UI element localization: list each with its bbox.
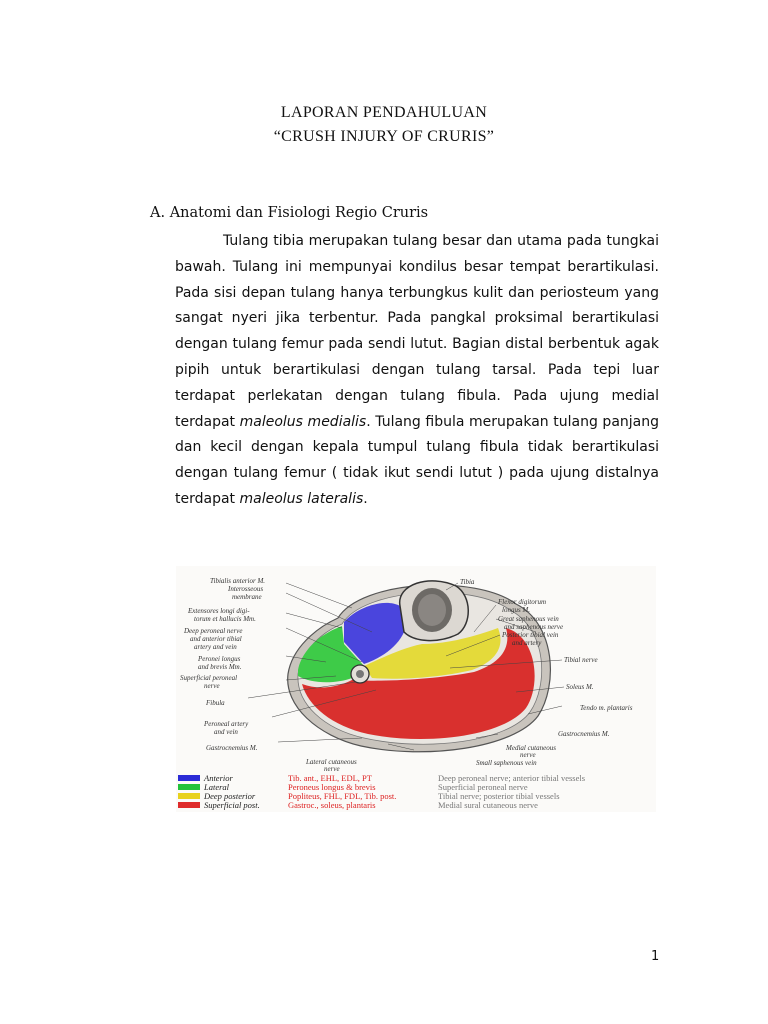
figure-label: and brevis Mm. [198,663,242,671]
legend-name: Deep posterior [204,791,256,801]
figure-label: Tendo m. plantaris [580,704,633,712]
figure-legend [178,773,585,810]
figure-label: Gastrocnemius M. [206,744,258,752]
figure-label: Interosseous [228,585,264,593]
figure-label: Fibula [206,699,225,707]
figure-label: Peronei longus [198,655,241,663]
paragraph-text-3: . [363,490,368,507]
figure-label: longus M. [502,606,530,614]
legend-nerve: Superficial peroneal nerve [438,782,528,792]
figure-label: nerve [520,751,536,759]
figure-label: Tibial nerve [564,656,598,664]
figure-label: artery and vein [194,643,237,651]
legend-swatch-superficial-posterior [178,802,200,808]
figure-label: Small saphenous vein [476,759,537,767]
figure-label: Lateral cutaneous [306,758,357,766]
figure-label: Gastrocnemius M. [558,730,610,738]
legend-name: Superficial post. [204,800,260,810]
figure-label: nerve [204,682,220,690]
legend-swatch-lateral [178,784,200,790]
figure-label: and anterior tibial [190,635,242,643]
cross-section-illustration [176,566,656,812]
figure-label: Tibialis anterior M. [210,577,266,585]
title-line-2: “CRUSH INJURY OF CRURIS” [273,128,495,145]
figure-label: and saphenous nerve [504,623,564,631]
figure-label: Deep peroneal nerve [184,627,243,635]
paragraph-text-1: Tulang tibia merupakan tulang besar dan utama pada tungkai bawah. Tulang ini mempunyai kondilus besar tempat berartikulasi. Pada sisi depan tulang hanya terbungkus kulit dan periosteum yang sangat nyeri jika terbentur. Pada pangkal proksimal berartikulasi dengan tulang femur pada sendi lutut. Bagian distal berbentuk agak pipih untuk berartikulasi dengan tulang tarsal. Pada tepi luar terdapat perlekatan dengan tulang fibula. Pada ujung medial terdapat [175,233,659,430]
page-number: 1 [651,949,660,964]
legend-muscles: Tib. ant., EHL, EDL, PT [288,773,372,783]
legend-muscles: Gastroc., soleus, plantaris [288,800,376,810]
figure-label: Great saphenous vein [498,615,559,623]
figure-label: membrane [232,593,262,601]
legend-name: Lateral [204,782,230,792]
figure-label: torum et hallucis Mm. [194,615,256,623]
legend-muscles: Peroneus longus & brevis [288,782,376,792]
title-line-1: LAPORAN PENDAHULUAN [280,104,488,121]
figure-label: Tibia [460,578,475,586]
figure-label: Extensores longi digi- [188,607,250,615]
legend-nerve: Medial sural cutaneous nerve [438,800,538,810]
legend-muscles: Popliteus, FHL, FDL, Tib. post. [288,791,397,801]
body-paragraph [175,229,659,513]
figure-label: and vein [214,728,238,736]
section-heading: A. Anatomi dan Fisiologi Regio Cruris [150,205,429,221]
figure-label: Medial cutaneous [506,744,556,752]
legend-swatch-anterior [178,775,200,781]
figure-label: Flexor digitorum [498,598,547,606]
italic-term-maleolus-medialis: maleolus medialis [239,413,367,430]
figure-label: Peroneal artery [204,720,249,728]
legend-nerve: Deep peroneal nerve; anterior tibial vessels [438,773,586,783]
paragraph-text-2: . Tulang fibula merupakan tulang panjang dan kecil dengan kepala tumpul tulang fibula tidak berartikulasi dengan tulang femur ( tidak ikut sendi lutut ) pada ujung distalnya terdapat [175,413,659,507]
legend-swatch-deep-posterior [178,793,200,799]
figure-label: and artery [512,639,542,647]
italic-term-maleolus-lateralis: maleolus lateralis [239,490,364,507]
cruris-cross-section-figure [176,566,656,812]
legend-nerve: Tibial nerve; posterior tibial vessels [438,791,560,801]
figure-label: nerve [324,765,340,773]
figure-label: Soleus M. [566,683,594,691]
figure-label: Superficial peroneal [180,674,238,682]
figure-label: Posterior tibial vein [502,631,559,639]
legend-name: Anterior [204,773,233,783]
